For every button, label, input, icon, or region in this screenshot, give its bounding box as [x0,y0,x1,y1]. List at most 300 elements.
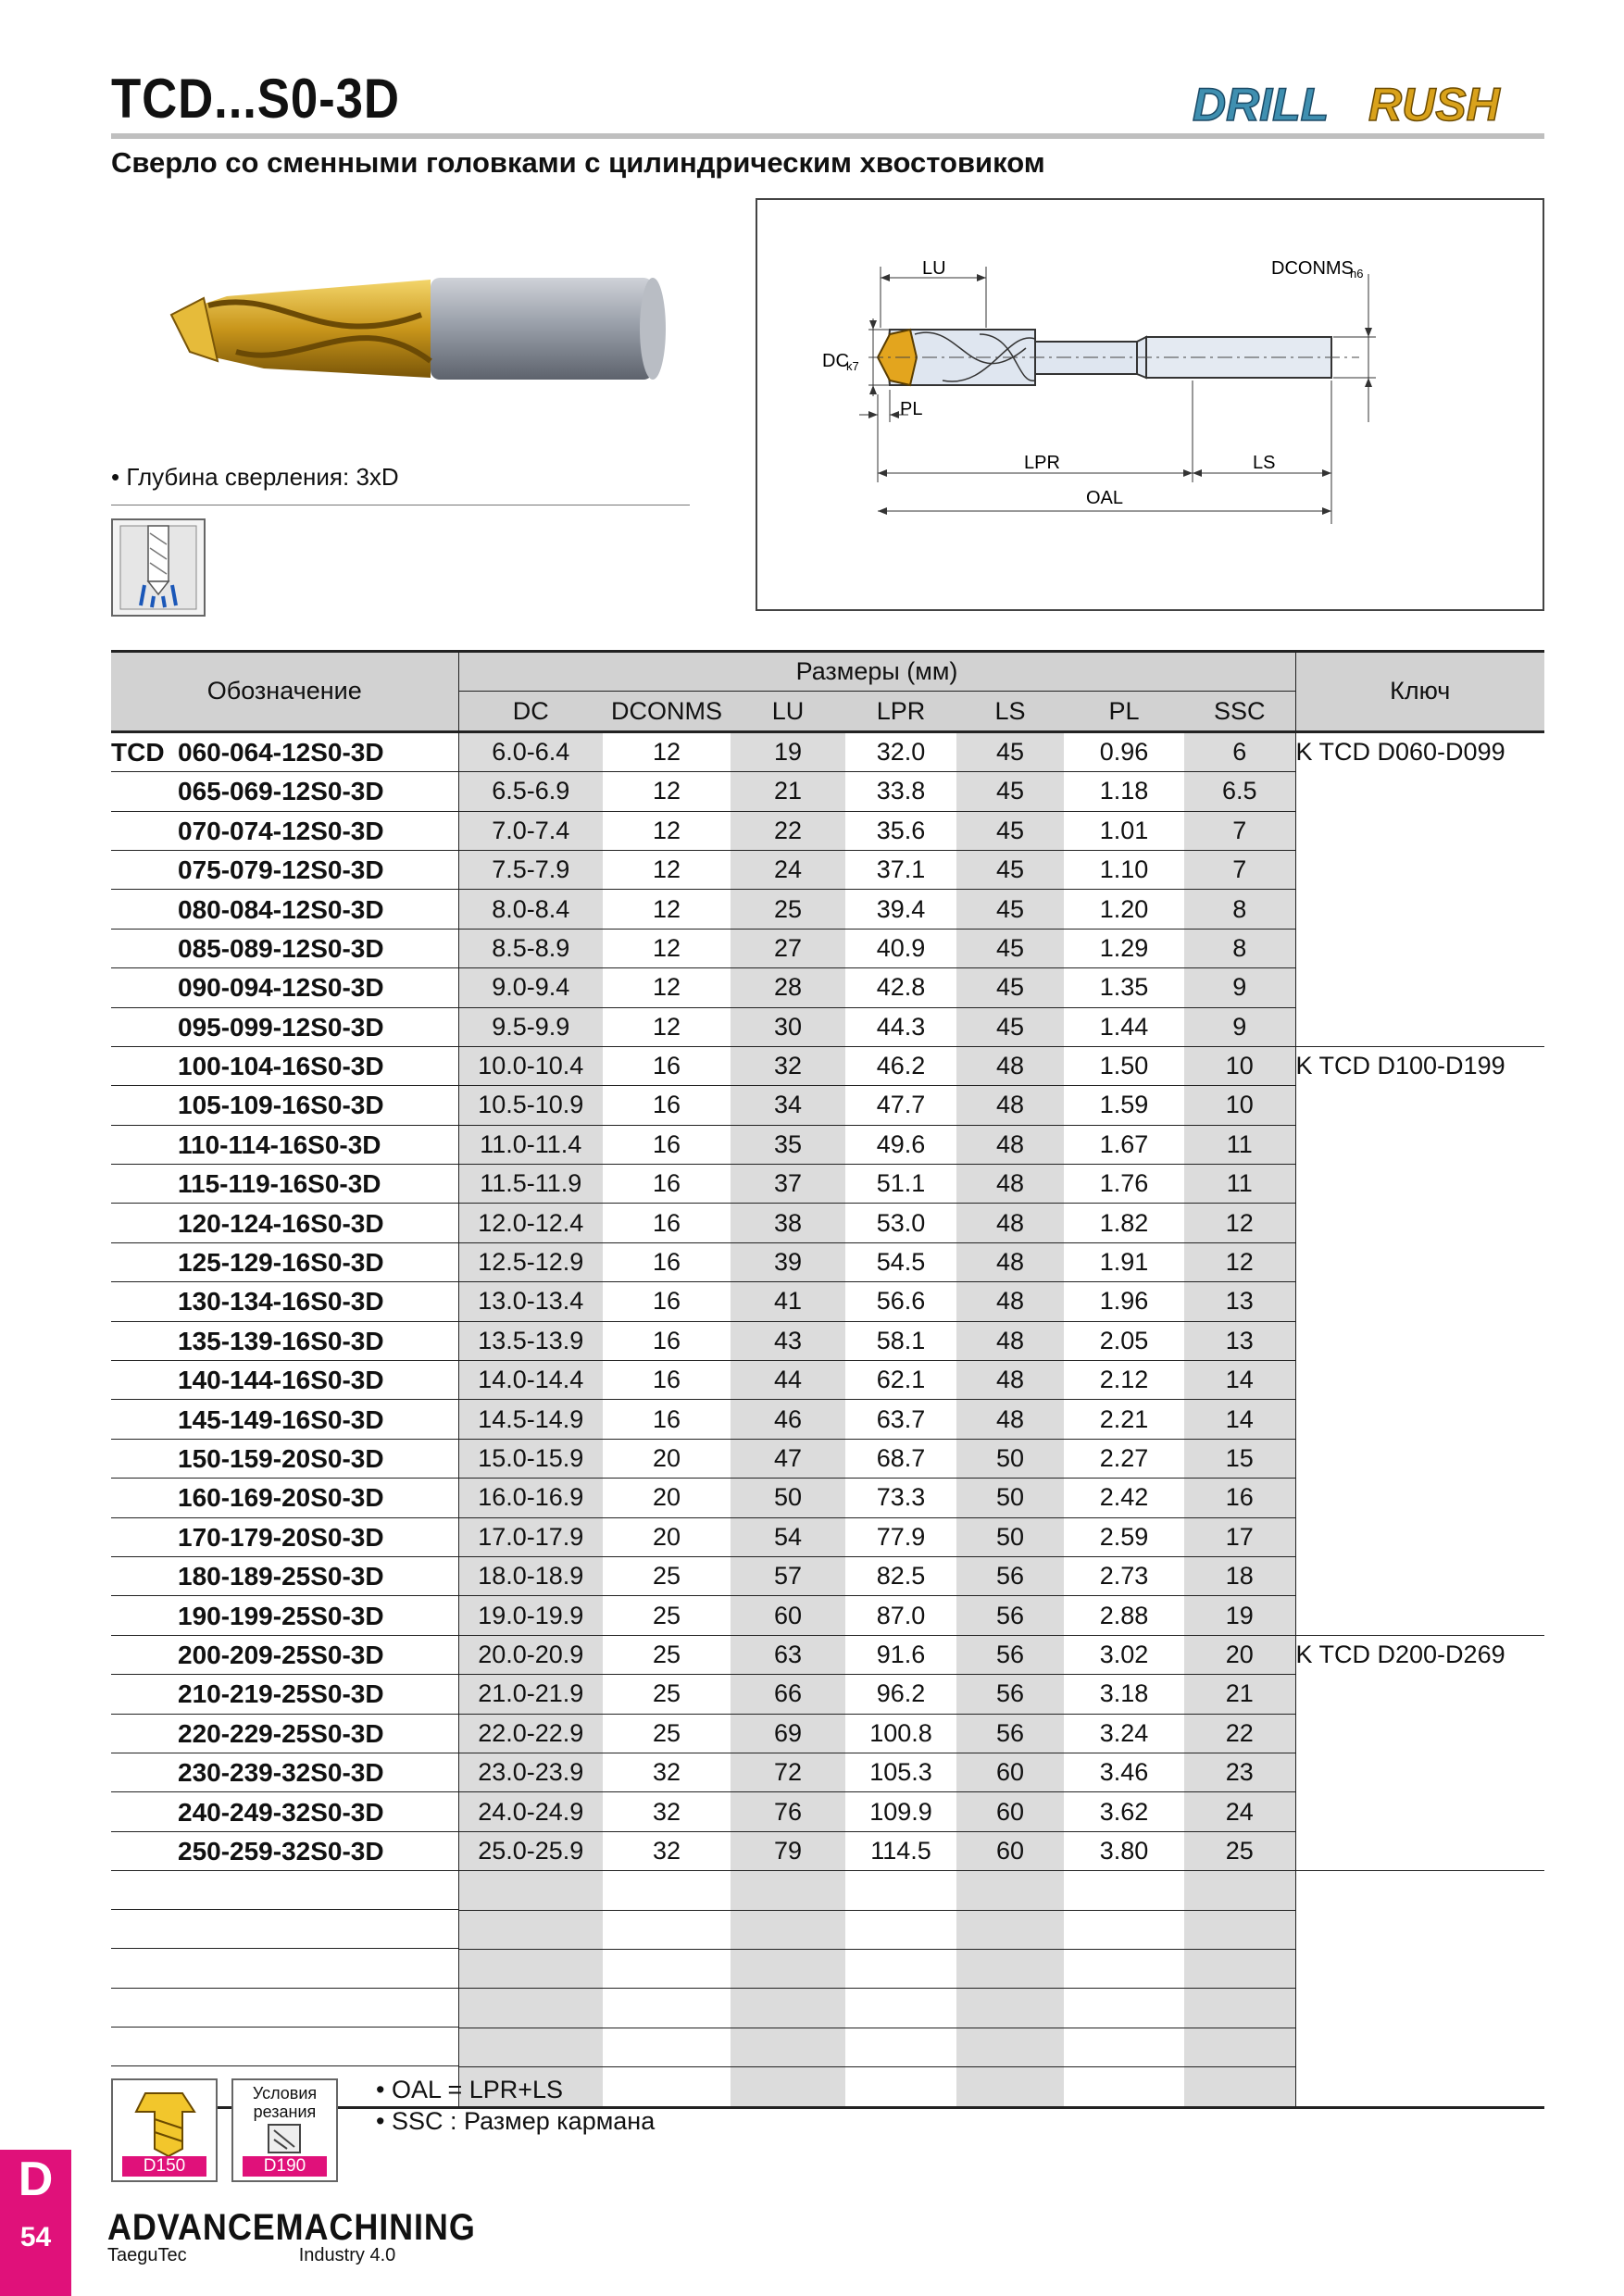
empty-dc-cell [458,1871,603,1911]
dconms-cell: 25 [603,1714,731,1753]
designation-code: 110-114-16S0-3D [178,1129,381,1159]
footer-brand-company: TaeguTec [107,2245,187,2265]
designation-cell [111,731,458,771]
dconms-cell: 12 [603,968,731,1007]
empty-table-row [111,1989,1544,2028]
ls-cell: 50 [956,1517,1064,1556]
empty-key-cell [1295,1910,1544,1949]
empty-row-line [111,1910,458,1949]
dc-cell: 22.0-22.9 [458,1714,603,1753]
ls-cell: 50 [956,1479,1064,1517]
empty-row-line [111,2028,458,2066]
lpr-cell: 56.6 [845,1282,956,1321]
empty-ls-cell [956,2028,1064,2066]
dc-cell: 7.5-7.9 [458,850,603,889]
pl-cell: 1.20 [1064,890,1184,929]
ssc-cell: 14 [1184,1400,1295,1439]
lu-cell: 76 [731,1792,845,1831]
dc-cell: 12.5-12.9 [458,1242,603,1281]
empty-ssc-cell [1184,2067,1295,2107]
dc-cell: 10.0-10.4 [458,1046,603,1085]
dconms-cell: 25 [603,1556,731,1595]
footer-brand-industry: Industry 4.0 [298,2245,396,2265]
dc-cell: 9.5-9.9 [458,1007,603,1046]
designation-cell [111,811,458,850]
header-rule [111,133,1544,139]
ls-cell: 56 [956,1675,1064,1714]
lpr-cell: 91.6 [845,1635,956,1674]
designation-cell [111,929,458,967]
pl-cell: 1.76 [1064,1165,1184,1204]
drill-product-image [153,259,671,398]
empty-dconms-cell [603,2028,731,2066]
ls-cell: 45 [956,1007,1064,1046]
lu-cell: 47 [731,1439,845,1478]
designation-cell [111,1714,458,1753]
pl-label: PL [900,399,923,419]
col-header-lpr: LPR [845,692,956,731]
col-header-ls: LS [956,692,1064,731]
pl-cell: 2.12 [1064,1361,1184,1400]
page-number: 54 [19,2222,52,2252]
footer-brand-name: ADVANCEMACHINING [107,2207,476,2248]
lu-cell: 46 [731,1400,845,1439]
ls-cell: 48 [956,1046,1064,1085]
empty-pl-cell [1064,2067,1184,2107]
empty-row-line [111,1989,458,2028]
dconms-cell: 16 [603,1242,731,1281]
empty-lpr-cell [845,1989,956,2028]
lpr-cell: 68.7 [845,1439,956,1478]
designation-cell [111,772,458,811]
empty-row-line [111,1950,458,1989]
empty-designation-cell [111,2028,458,2066]
ssc-cell: 23 [1184,1753,1295,1791]
pl-cell: 1.01 [1064,811,1184,850]
ssc-cell: 14 [1184,1361,1295,1400]
dconms-cell: 16 [603,1125,731,1164]
pl-cell: 1.96 [1064,1282,1184,1321]
dconms-cell: 12 [603,811,731,850]
ssc-cell: 11 [1184,1125,1295,1164]
dconms-cell: 16 [603,1361,731,1400]
lpr-cell: 63.7 [845,1400,956,1439]
ls-cell: 60 [956,1753,1064,1791]
dc-cell: 6.5-6.9 [458,772,603,811]
lu-cell: 28 [731,968,845,1007]
dconms-cell: 25 [603,1635,731,1674]
pl-cell: 1.59 [1064,1086,1184,1125]
ls-cell: 45 [956,929,1064,967]
insert-page-ref: D150 [122,2156,206,2177]
ssc-cell: 10 [1184,1086,1295,1125]
dc-cell: 15.0-15.9 [458,1439,603,1478]
designation-cell [111,1635,458,1674]
designation-cell [111,1361,458,1400]
pl-cell: 2.88 [1064,1596,1184,1635]
lpr-cell: 47.7 [845,1086,956,1125]
lu-cell: 50 [731,1479,845,1517]
ssc-cell: 9 [1184,968,1295,1007]
ls-cell: 45 [956,811,1064,850]
lu-cell: 30 [731,1007,845,1046]
lpr-cell: 109.9 [845,1792,956,1831]
oal-label: OAL [1086,488,1124,508]
ssc-cell: 22 [1184,1714,1295,1753]
lu-cell: 44 [731,1361,845,1400]
designation-code: 070-074-12S0-3D [178,816,384,845]
dc-cell: 24.0-24.9 [458,1792,603,1831]
lu-cell: 54 [731,1517,845,1556]
pl-cell: 3.46 [1064,1753,1184,1791]
ls-cell: 56 [956,1714,1064,1753]
ssc-cell: 9 [1184,1007,1295,1046]
empty-dc-cell [458,1910,603,1949]
lu-cell: 27 [731,929,845,967]
designation-code: 130-134-16S0-3D [178,1287,384,1316]
lpr-cell: 42.8 [845,968,956,1007]
designation-cell [111,1007,458,1046]
empty-ls-cell [956,1910,1064,1949]
designation-cell [111,1046,458,1085]
pl-cell: 1.67 [1064,1125,1184,1164]
col-header-dconms: DCONMS [603,692,731,731]
dconms-cell: 12 [603,772,731,811]
col-header-lu: LU [731,692,845,731]
designation-cell [111,1321,458,1360]
dc-cell: 17.0-17.9 [458,1517,603,1556]
dconms-cell: 16 [603,1165,731,1204]
ssc-cell: 8 [1184,890,1295,929]
designation-code: 065-069-12S0-3D [178,777,384,806]
lpr-cell: 96.2 [845,1675,956,1714]
designation-code: 125-129-16S0-3D [178,1248,384,1278]
designation-code: 230-239-32S0-3D [178,1758,384,1788]
ssc-cell: 15 [1184,1439,1295,1478]
ls-cell: 48 [956,1204,1064,1242]
empty-ssc-cell [1184,2028,1295,2066]
lu-cell: 21 [731,772,845,811]
dc-cell: 11.0-11.4 [458,1125,603,1164]
ls-cell: 48 [956,1361,1064,1400]
designation-cell [111,1165,458,1204]
empty-key-cell [1295,1989,1544,2028]
dc-cell: 8.5-8.9 [458,929,603,967]
ls-cell: 50 [956,1439,1064,1478]
ssc-cell: 13 [1184,1282,1295,1321]
designation-cell [111,1479,458,1517]
dconms-cell: 16 [603,1282,731,1321]
lu-cell: 57 [731,1556,845,1595]
dc-label: DC [822,351,849,371]
designation-code: 170-179-20S0-3D [178,1522,384,1552]
page-title: TCD...S0-3D [111,68,400,130]
empty-dconms-cell [603,1989,731,2028]
empty-pl-cell [1064,2028,1184,2066]
empty-dc-cell [458,1950,603,1989]
dconms-cell: 16 [603,1046,731,1085]
cutting-conditions-label: Условия резания [252,2084,318,2121]
pl-cell: 2.73 [1064,1556,1184,1595]
dc-cell: 16.0-16.9 [458,1479,603,1517]
dc-cell: 21.0-21.9 [458,1675,603,1714]
lu-cell: 22 [731,811,845,850]
lu-cell: 35 [731,1125,845,1164]
dc-cell: 9.0-9.4 [458,968,603,1007]
designation-code: 120-124-16S0-3D [178,1208,384,1238]
brand-drill-text: DRILL [1193,79,1330,131]
dc-cell: 6.0-6.4 [458,731,603,771]
specification-table [111,650,1544,2109]
designation-cell [111,1753,458,1791]
ls-cell: 48 [956,1086,1064,1125]
designation-cell [111,850,458,889]
designation-code: 100-104-16S0-3D [178,1052,384,1081]
designation-code: 095-099-12S0-3D [178,1012,384,1042]
empty-designation-cell [111,1910,458,1949]
dc-cell: 25.0-25.9 [458,1831,603,1870]
col-header-pl: PL [1064,692,1184,731]
section-tab [0,2150,71,2296]
ls-cell: 45 [956,890,1064,929]
empty-pl-cell [1064,1989,1184,2028]
designation-cell [111,1086,458,1125]
ls-cell: 56 [956,1596,1064,1635]
ls-cell: 48 [956,1165,1064,1204]
designation-code: 190-199-25S0-3D [178,1601,384,1630]
empty-key-cell [1295,1950,1544,1989]
dc-cell: 8.0-8.4 [458,890,603,929]
designation-code: 240-249-32S0-3D [178,1797,384,1827]
dc-cell: 10.5-10.9 [458,1086,603,1125]
designation-cell [111,1242,458,1281]
empty-dc-cell [458,1989,603,2028]
dc-cell: 14.5-14.9 [458,1400,603,1439]
lpr-cell: 40.9 [845,929,956,967]
empty-lu-cell [731,2067,845,2107]
ssc-cell: 18 [1184,1556,1295,1595]
lu-cell: 63 [731,1635,845,1674]
dconms-label: DCONMS [1271,258,1354,279]
empty-lu-cell [731,1989,845,2028]
ls-cell: 56 [956,1635,1064,1674]
pl-cell: 1.29 [1064,929,1184,967]
lpr-cell: 44.3 [845,1007,956,1046]
lu-cell: 69 [731,1714,845,1753]
empty-lpr-cell [845,2028,956,2066]
pl-cell: 3.18 [1064,1675,1184,1714]
lpr-cell: 53.0 [845,1204,956,1242]
ssc-cell: 6.5 [1184,772,1295,811]
ssc-cell: 7 [1184,811,1295,850]
key-cell: K TCD D200-D269 [1295,1635,1544,1870]
empty-lpr-cell [845,2067,956,2107]
lpr-cell: 37.1 [845,850,956,889]
designation-header: Обозначение [111,652,458,732]
pl-cell: 2.27 [1064,1439,1184,1478]
designation-code: 150-159-20S0-3D [178,1444,384,1473]
empty-dconms-cell [603,1950,731,1989]
designation-cell [111,1400,458,1439]
lu-cell: 39 [731,1242,845,1281]
ls-cell: 45 [956,968,1064,1007]
dc-cell: 23.0-23.9 [458,1753,603,1791]
ls-cell: 45 [956,850,1064,889]
dc-cell: 20.0-20.9 [458,1635,603,1674]
ssc-cell: 13 [1184,1321,1295,1360]
dc-cell: 18.0-18.9 [458,1556,603,1595]
col-header-ssc: SSC [1184,692,1295,731]
empty-lpr-cell [845,1910,956,1949]
insert-reference-icon[interactable] [111,2078,218,2182]
designation-cell [111,890,458,929]
pl-cell: 2.21 [1064,1400,1184,1439]
specification-table-body [111,731,1544,2107]
lpr-cell: 87.0 [845,1596,956,1635]
empty-ls-cell [956,1871,1064,1911]
designation-cell [111,1831,458,1870]
dconms-cell: 12 [603,929,731,967]
designation-cell [111,1792,458,1831]
dc-cell: 11.5-11.9 [458,1165,603,1204]
ssc-cell: 17 [1184,1517,1295,1556]
dconms-cell: 16 [603,1204,731,1242]
designation-code: 080-084-12S0-3D [178,894,384,924]
pl-cell: 3.02 [1064,1635,1184,1674]
lu-cell: 60 [731,1596,845,1635]
table-row [111,1046,1544,1085]
dconms-cell: 32 [603,1753,731,1791]
empty-lu-cell [731,1950,845,1989]
empty-key-cell [1295,2067,1544,2107]
dconms-cell: 16 [603,1400,731,1439]
drilling-application-icon [111,518,206,617]
lu-cell: 37 [731,1165,845,1204]
lpr-cell: 51.1 [845,1165,956,1204]
pl-cell: 3.24 [1064,1714,1184,1753]
lu-cell: 32 [731,1046,845,1085]
dc-tolerance-label: k7 [846,359,859,373]
empty-pl-cell [1064,1871,1184,1911]
ssc-cell: 21 [1184,1675,1295,1714]
ls-cell: 60 [956,1792,1064,1831]
ssc-cell: 7 [1184,850,1295,889]
lu-cell: 24 [731,850,845,889]
dconms-cell: 32 [603,1792,731,1831]
lu-cell: 72 [731,1753,845,1791]
section-letter: D [18,2152,54,2206]
lpr-cell: 73.3 [845,1479,956,1517]
designation-code: 140-144-16S0-3D [178,1366,384,1395]
dconms-cell: 20 [603,1439,731,1478]
ssc-cell: 10 [1184,1046,1295,1085]
empty-designation-cell [111,1989,458,2028]
lpr-cell: 105.3 [845,1753,956,1791]
dimension-diagram [756,198,1544,611]
pl-cell: 1.44 [1064,1007,1184,1046]
lpr-cell: 82.5 [845,1556,956,1595]
ls-cell: 48 [956,1400,1064,1439]
brand-rush-text: RUSH [1368,79,1500,131]
advance-machining-logo [107,2207,517,2266]
designation-cell [111,1517,458,1556]
footnotes [376,2074,655,2137]
dconms-cell: 12 [603,850,731,889]
ssc-cell: 25 [1184,1831,1295,1870]
cutting-conditions-icon[interactable] [231,2078,338,2182]
lu-cell: 34 [731,1086,845,1125]
empty-designation-cell [111,1871,458,1911]
designation-cell [111,1556,458,1595]
lpr-label: LPR [1024,453,1060,473]
designation-cell [111,1675,458,1714]
designation-code: 250-259-32S0-3D [178,1836,384,1866]
ssc-cell: 16 [1184,1479,1295,1517]
dconms-tolerance-label: h6 [1350,267,1364,281]
designation-code: 200-209-25S0-3D [178,1640,384,1669]
key-cell: K TCD D060-D099 [1295,731,1544,1046]
lpr-cell: 100.8 [845,1714,956,1753]
table-row [111,1635,1544,1674]
pl-cell: 3.62 [1064,1792,1184,1831]
empty-designation-cell [111,1950,458,1989]
empty-lpr-cell [845,1871,956,1911]
ssc-cell: 19 [1184,1596,1295,1635]
lpr-cell: 54.5 [845,1242,956,1281]
ls-cell: 45 [956,731,1064,771]
pl-cell: 2.05 [1064,1321,1184,1360]
lpr-cell: 32.0 [845,731,956,771]
designation-cell [111,1125,458,1164]
dconms-cell: 16 [603,1086,731,1125]
key-cell: K TCD D100-D199 [1295,1046,1544,1635]
page-subtitle: Сверло со сменными головками с цилиндрическим хвостовиком [111,146,1045,179]
dc-cell: 19.0-19.9 [458,1596,603,1635]
ssc-cell: 6 [1184,731,1295,771]
ssc-note: • SSC : Размер кармана [376,2107,656,2135]
lpr-cell: 77.9 [845,1517,956,1556]
designation-cell [111,1596,458,1635]
designation-code: 075-079-12S0-3D [178,855,384,885]
designation-code: 180-189-25S0-3D [178,1562,384,1591]
designation-code: 090-094-12S0-3D [178,973,384,1003]
dimensions-header: Размеры (мм) [458,652,1295,692]
ssc-cell: 8 [1184,929,1295,967]
pl-cell: 1.50 [1064,1046,1184,1085]
dc-cell: 13.0-13.4 [458,1282,603,1321]
pl-cell: 3.80 [1064,1831,1184,1870]
empty-ls-cell [956,2067,1064,2107]
empty-dc-cell [458,2028,603,2066]
empty-ssc-cell [1184,1950,1295,1989]
empty-row-line [111,1871,458,1910]
dconms-cell: 20 [603,1517,731,1556]
ls-cell: 48 [956,1321,1064,1360]
empty-dconms-cell [603,1871,731,1911]
lu-label: LU [922,258,946,279]
table-row [111,731,1544,771]
oal-note: • OAL = LPR+LS [376,2076,564,2103]
empty-key-cell [1295,1871,1544,1911]
designation-code: 210-219-25S0-3D [178,1679,384,1709]
empty-lu-cell [731,2028,845,2066]
empty-key-cell [1295,2028,1544,2066]
dc-cell: 7.0-7.4 [458,811,603,850]
pl-cell: 2.59 [1064,1517,1184,1556]
key-header: Ключ [1295,652,1544,732]
dconms-cell: 25 [603,1675,731,1714]
ssc-cell: 11 [1184,1165,1295,1204]
